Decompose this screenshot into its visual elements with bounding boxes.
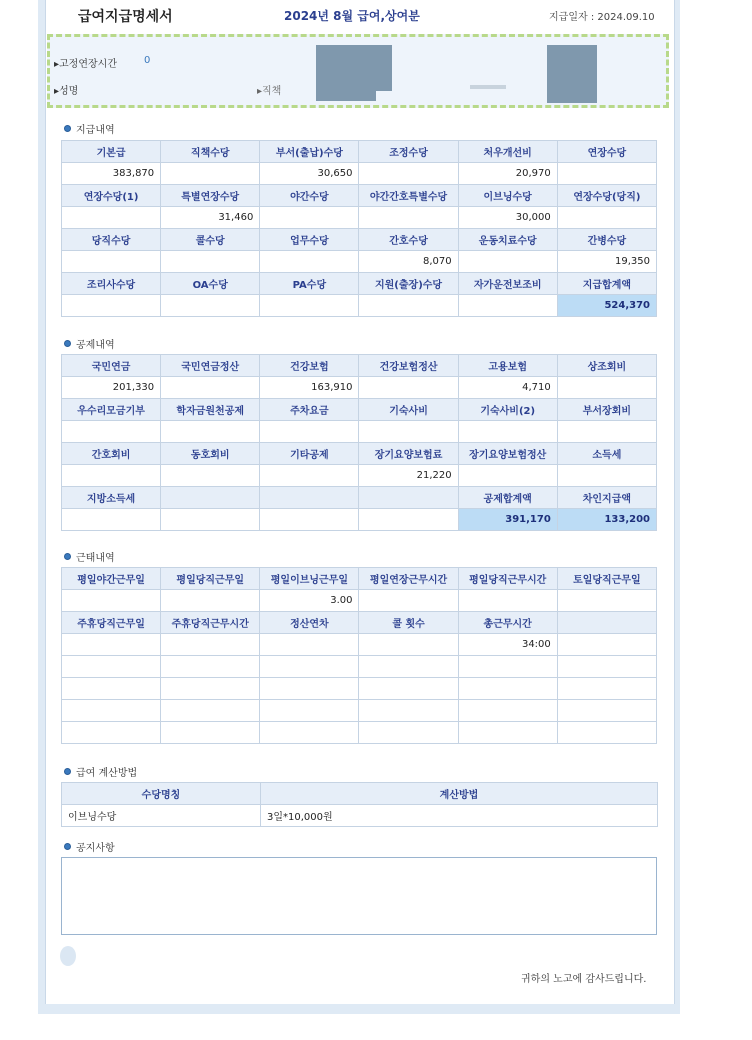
value-cell xyxy=(62,634,161,656)
header-cell: OA수당 xyxy=(161,273,260,295)
value-cell: 524,370 xyxy=(557,295,656,317)
header-cell: 건강보험정산 xyxy=(359,355,458,377)
value-cell xyxy=(458,421,557,443)
bullet-icon xyxy=(64,843,71,850)
value-cell xyxy=(62,251,161,273)
header-cell: 연장수당(1) xyxy=(62,185,161,207)
header-cell: 평일당직근무일 xyxy=(161,568,260,590)
header-cell: 업무수당 xyxy=(260,229,359,251)
section-attendance-heading xyxy=(64,549,115,564)
header-cell: 조리사수당 xyxy=(62,273,161,295)
calc-header-name: 수당명칭 xyxy=(62,783,261,805)
name-label: ▸성명 xyxy=(54,86,79,97)
bullet-icon xyxy=(64,553,71,560)
header-cell: 기숙사비(2) xyxy=(458,399,557,421)
value-cell xyxy=(359,207,458,229)
value-cell xyxy=(359,295,458,317)
document-title: 급여지급명세서 xyxy=(78,9,173,25)
header-cell: 연장수당(당직) xyxy=(557,185,656,207)
header-cell: 기본급 xyxy=(62,141,161,163)
header-cell: 기숙사비 xyxy=(359,399,458,421)
value-cell xyxy=(161,251,260,273)
value-cell: 31,460 xyxy=(161,207,260,229)
header-cell xyxy=(557,612,656,634)
empty-cell xyxy=(458,678,557,700)
header-cell: 건강보험 xyxy=(260,355,359,377)
value-cell: 19,350 xyxy=(557,251,656,273)
deduction-table xyxy=(61,354,657,531)
pay-period: 2024년 8월 급여,상여분 xyxy=(284,9,420,23)
header-cell: 정산연차 xyxy=(260,612,359,634)
header-cell: 차인지급액 xyxy=(557,487,656,509)
value-cell xyxy=(161,295,260,317)
header-cell: 토일당직근무일 xyxy=(557,568,656,590)
empty-cell xyxy=(557,656,656,678)
value-cell xyxy=(161,634,260,656)
value-cell xyxy=(260,509,359,531)
empty-cell xyxy=(359,722,458,744)
header-cell: 특별연장수당 xyxy=(161,185,260,207)
value-cell xyxy=(260,207,359,229)
empty-cell xyxy=(458,656,557,678)
employee-info-box xyxy=(47,34,669,108)
section-deduction-label: 공제내역 xyxy=(76,340,115,351)
job-label: ▸직책 xyxy=(257,86,282,97)
empty-cell xyxy=(62,722,161,744)
bullet-icon xyxy=(64,768,71,775)
empty-cell xyxy=(557,678,656,700)
empty-cell xyxy=(62,678,161,700)
value-cell xyxy=(62,465,161,487)
empty-cell xyxy=(458,722,557,744)
header-cell: 야간간호특별수당 xyxy=(359,185,458,207)
header-cell: 운동치료수당 xyxy=(458,229,557,251)
empty-cell xyxy=(359,678,458,700)
value-cell: 133,200 xyxy=(557,509,656,531)
value-cell xyxy=(260,465,359,487)
empty-cell xyxy=(161,678,260,700)
value-cell xyxy=(359,509,458,531)
value-cell: 30,000 xyxy=(458,207,557,229)
header-cell: 부서(출납)수당 xyxy=(260,141,359,163)
header-cell: 상조회비 xyxy=(557,355,656,377)
header-cell: 장기요양보험정산 xyxy=(458,443,557,465)
header-cell: 이브닝수당 xyxy=(458,185,557,207)
header-cell: 장기요양보험료 xyxy=(359,443,458,465)
value-cell xyxy=(359,590,458,612)
empty-cell xyxy=(62,656,161,678)
header-cell: 국민연금정산 xyxy=(161,355,260,377)
header-cell: 처우개선비 xyxy=(458,141,557,163)
calc-header-method: 계산방법 xyxy=(261,783,658,805)
value-cell xyxy=(161,421,260,443)
header-cell: 국민연금 xyxy=(62,355,161,377)
empty-cell xyxy=(161,700,260,722)
redacted-block xyxy=(316,71,376,101)
pay-date: 지급일자 : 2024.09.10 xyxy=(549,12,655,23)
value-cell xyxy=(359,634,458,656)
header-cell: 지원(출장)수당 xyxy=(359,273,458,295)
value-cell xyxy=(62,207,161,229)
header-cell: 평일당직근무시간 xyxy=(458,568,557,590)
value-cell xyxy=(62,295,161,317)
header-cell: 간호수당 xyxy=(359,229,458,251)
section-calc-heading xyxy=(64,764,137,779)
value-cell xyxy=(557,207,656,229)
value-cell: 163,910 xyxy=(260,377,359,399)
header-cell: PA수당 xyxy=(260,273,359,295)
header-cell: 간병수당 xyxy=(557,229,656,251)
header-cell: 지급합계액 xyxy=(557,273,656,295)
section-notice-label: 공지사항 xyxy=(76,843,115,854)
header-cell: 지방소득세 xyxy=(62,487,161,509)
value-cell xyxy=(161,590,260,612)
value-cell xyxy=(557,163,656,185)
header-cell: 소득세 xyxy=(557,443,656,465)
empty-cell xyxy=(62,700,161,722)
header-cell: 총근무시간 xyxy=(458,612,557,634)
section-notice-heading xyxy=(64,839,115,854)
header-cell: 공제합계액 xyxy=(458,487,557,509)
calc-cell-name: 이브닝수당 xyxy=(62,805,261,827)
header-cell: 연장수당 xyxy=(557,141,656,163)
value-cell xyxy=(62,421,161,443)
value-cell xyxy=(557,377,656,399)
value-cell xyxy=(62,509,161,531)
section-attendance-label: 근태내역 xyxy=(76,553,115,564)
empty-cell xyxy=(557,700,656,722)
value-cell xyxy=(458,465,557,487)
header-cell: 야간수당 xyxy=(260,185,359,207)
value-cell: 391,170 xyxy=(458,509,557,531)
empty-cell xyxy=(161,656,260,678)
header-cell: 조정수당 xyxy=(359,141,458,163)
value-cell xyxy=(458,590,557,612)
value-cell xyxy=(62,590,161,612)
header-cell: 자가운전보조비 xyxy=(458,273,557,295)
section-deduction-heading xyxy=(64,336,115,351)
section-pay-label: 지급내역 xyxy=(76,125,115,136)
value-cell xyxy=(359,163,458,185)
value-cell: 34:00 xyxy=(458,634,557,656)
header-cell: 콜 횟수 xyxy=(359,612,458,634)
value-cell xyxy=(557,634,656,656)
value-cell xyxy=(359,421,458,443)
value-cell xyxy=(260,295,359,317)
attendance-table xyxy=(61,567,657,744)
fixed-overtime-label: ▸고정연장시간 xyxy=(54,59,117,70)
header-cell: 우수리모금기부 xyxy=(62,399,161,421)
notice-box xyxy=(61,857,657,935)
header-cell: 간호회비 xyxy=(62,443,161,465)
header-cell: 고용보험 xyxy=(458,355,557,377)
value-cell: 21,220 xyxy=(359,465,458,487)
header-cell: 평일이브닝근무일 xyxy=(260,568,359,590)
value-cell: 201,330 xyxy=(62,377,161,399)
value-cell xyxy=(557,465,656,487)
bullet-icon xyxy=(64,125,71,132)
header-cell: 주휴당직근무일 xyxy=(62,612,161,634)
empty-cell xyxy=(260,722,359,744)
empty-cell xyxy=(359,700,458,722)
empty-cell xyxy=(458,700,557,722)
value-cell xyxy=(260,634,359,656)
value-cell xyxy=(359,377,458,399)
header-cell: 동호회비 xyxy=(161,443,260,465)
value-cell xyxy=(458,295,557,317)
section-calc-label: 급여 계산방법 xyxy=(76,768,138,779)
header-cell: 콜수당 xyxy=(161,229,260,251)
value-cell xyxy=(161,163,260,185)
section-pay-heading xyxy=(64,121,115,136)
value-cell xyxy=(161,509,260,531)
empty-cell xyxy=(260,656,359,678)
header-cell: 직책수당 xyxy=(161,141,260,163)
fixed-overtime-value: 0 xyxy=(144,55,151,66)
empty-cell xyxy=(557,722,656,744)
calc-cell-method: 3일*10,000원 xyxy=(261,805,658,827)
header-cell: 학자금원천공제 xyxy=(161,399,260,421)
header-cell: 부서장회비 xyxy=(557,399,656,421)
header-cell xyxy=(161,487,260,509)
header-cell: 평일야간근무일 xyxy=(62,568,161,590)
empty-cell xyxy=(260,700,359,722)
value-cell xyxy=(260,421,359,443)
value-cell xyxy=(161,377,260,399)
header-cell: 평일연장근무시간 xyxy=(359,568,458,590)
value-cell xyxy=(557,421,656,443)
value-cell: 20,970 xyxy=(458,163,557,185)
header-cell: 기타공제 xyxy=(260,443,359,465)
empty-cell xyxy=(161,722,260,744)
header-cell: 당직수당 xyxy=(62,229,161,251)
header-cell: 주차요금 xyxy=(260,399,359,421)
value-cell xyxy=(557,590,656,612)
value-cell xyxy=(260,251,359,273)
decorative-circle xyxy=(60,946,76,966)
redacted-block xyxy=(547,45,597,103)
bullet-icon xyxy=(64,340,71,347)
header-cell xyxy=(260,487,359,509)
value-cell xyxy=(458,251,557,273)
value-cell: 30,650 xyxy=(260,163,359,185)
pay-table xyxy=(61,140,657,317)
empty-cell xyxy=(359,656,458,678)
thanks-message: 귀하의 노고에 감사드립니다. xyxy=(521,974,647,985)
value-cell: 3.00 xyxy=(260,590,359,612)
value-cell xyxy=(161,465,260,487)
calc-table xyxy=(61,782,658,827)
empty-cell xyxy=(260,678,359,700)
value-cell: 383,870 xyxy=(62,163,161,185)
redacted-block xyxy=(470,85,506,89)
value-cell: 4,710 xyxy=(458,377,557,399)
header-cell: 주휴당직근무시간 xyxy=(161,612,260,634)
value-cell: 8,070 xyxy=(359,251,458,273)
header-cell xyxy=(359,487,458,509)
